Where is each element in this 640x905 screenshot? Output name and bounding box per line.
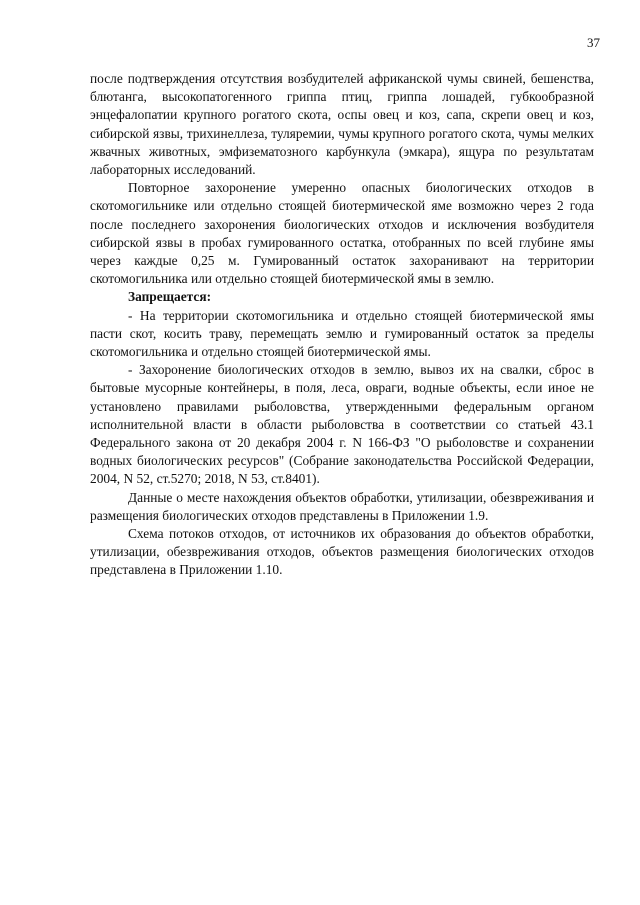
paragraph-continuation: после подтверждения отсутствия возбудителей африканской чумы свиней, бешенства, блютанга, высокопатогенного гриппа птиц, гриппа лошадей, губкообразной энцефалопатии крупного рогатого скота, оспы овец и коз, сапа, скрепи овец и коз, сибирской язвы, трихинеллеза, туляремии, чумы крупного рогатого скота, чумы мелких жвачных животных, эмфизематозного карбункула (эмкара), ящура по результатам лабораторных исследований. (90, 71, 594, 178)
section-heading-prohibited: Запрещается: (128, 289, 212, 305)
list-item-disposal-restrictions: - Захоронение биологических отходов в землю, вывоз их на свалки, сброс в бытовые мусорные контейнеры, в поля, леса, овраги, водные объекты, если иное не установлено правилами рыболовства, утвержденными федеральным органом исполнительной власти в области рыболовства в соответствии со статьей 43.1 Федерального закона от 20 декабря 2004 г. N 166-ФЗ "О рыболовстве и сохранении водных биологических ресурсов" (Собрание законодательства Российской Федерации, 2004, N 52, ст.5270; 2018, N 53, ст.8401). (90, 362, 594, 487)
paragraph-reburial: Повторное захоронение умеренно опасных биологических отходов в скотомогильнике или отдельно стоящей биотермической яме возможно через 2 года после последнего захоронения биологических отходов и исключения возбудителя сибирской язвы в пробах гумированного остатка, отобранных по всей глубине ямы через каждые 0,25 м. Гумированный остаток захоранивают на территории скотомогильника или отдельно стоящей биотермической ямы в землю. (90, 180, 594, 287)
list-item-territory-restrictions: - На территории скотомогильника и отдельно стоящей биотермической ямы пасти скот, косить траву, перемещать землю и гумированный остаток за пределы скотомогильника и отдельно стоящей биотермической ямы. (90, 307, 594, 360)
paragraph-appendix-1-10: Схема потоков отходов, от источников их образования до объектов обработки, утилизации, обезвреживания отходов, объектов размещения биологических отходов представлена в Приложении 1.10. (90, 526, 594, 578)
page-number: 37 (587, 35, 600, 50)
paragraph-appendix-1-9: Данные о месте нахождения объектов обработки, утилизации, обезвреживания и размещения биологических отходов представлены в Приложении 1.9. (90, 489, 594, 523)
document-body (90, 70, 594, 580)
